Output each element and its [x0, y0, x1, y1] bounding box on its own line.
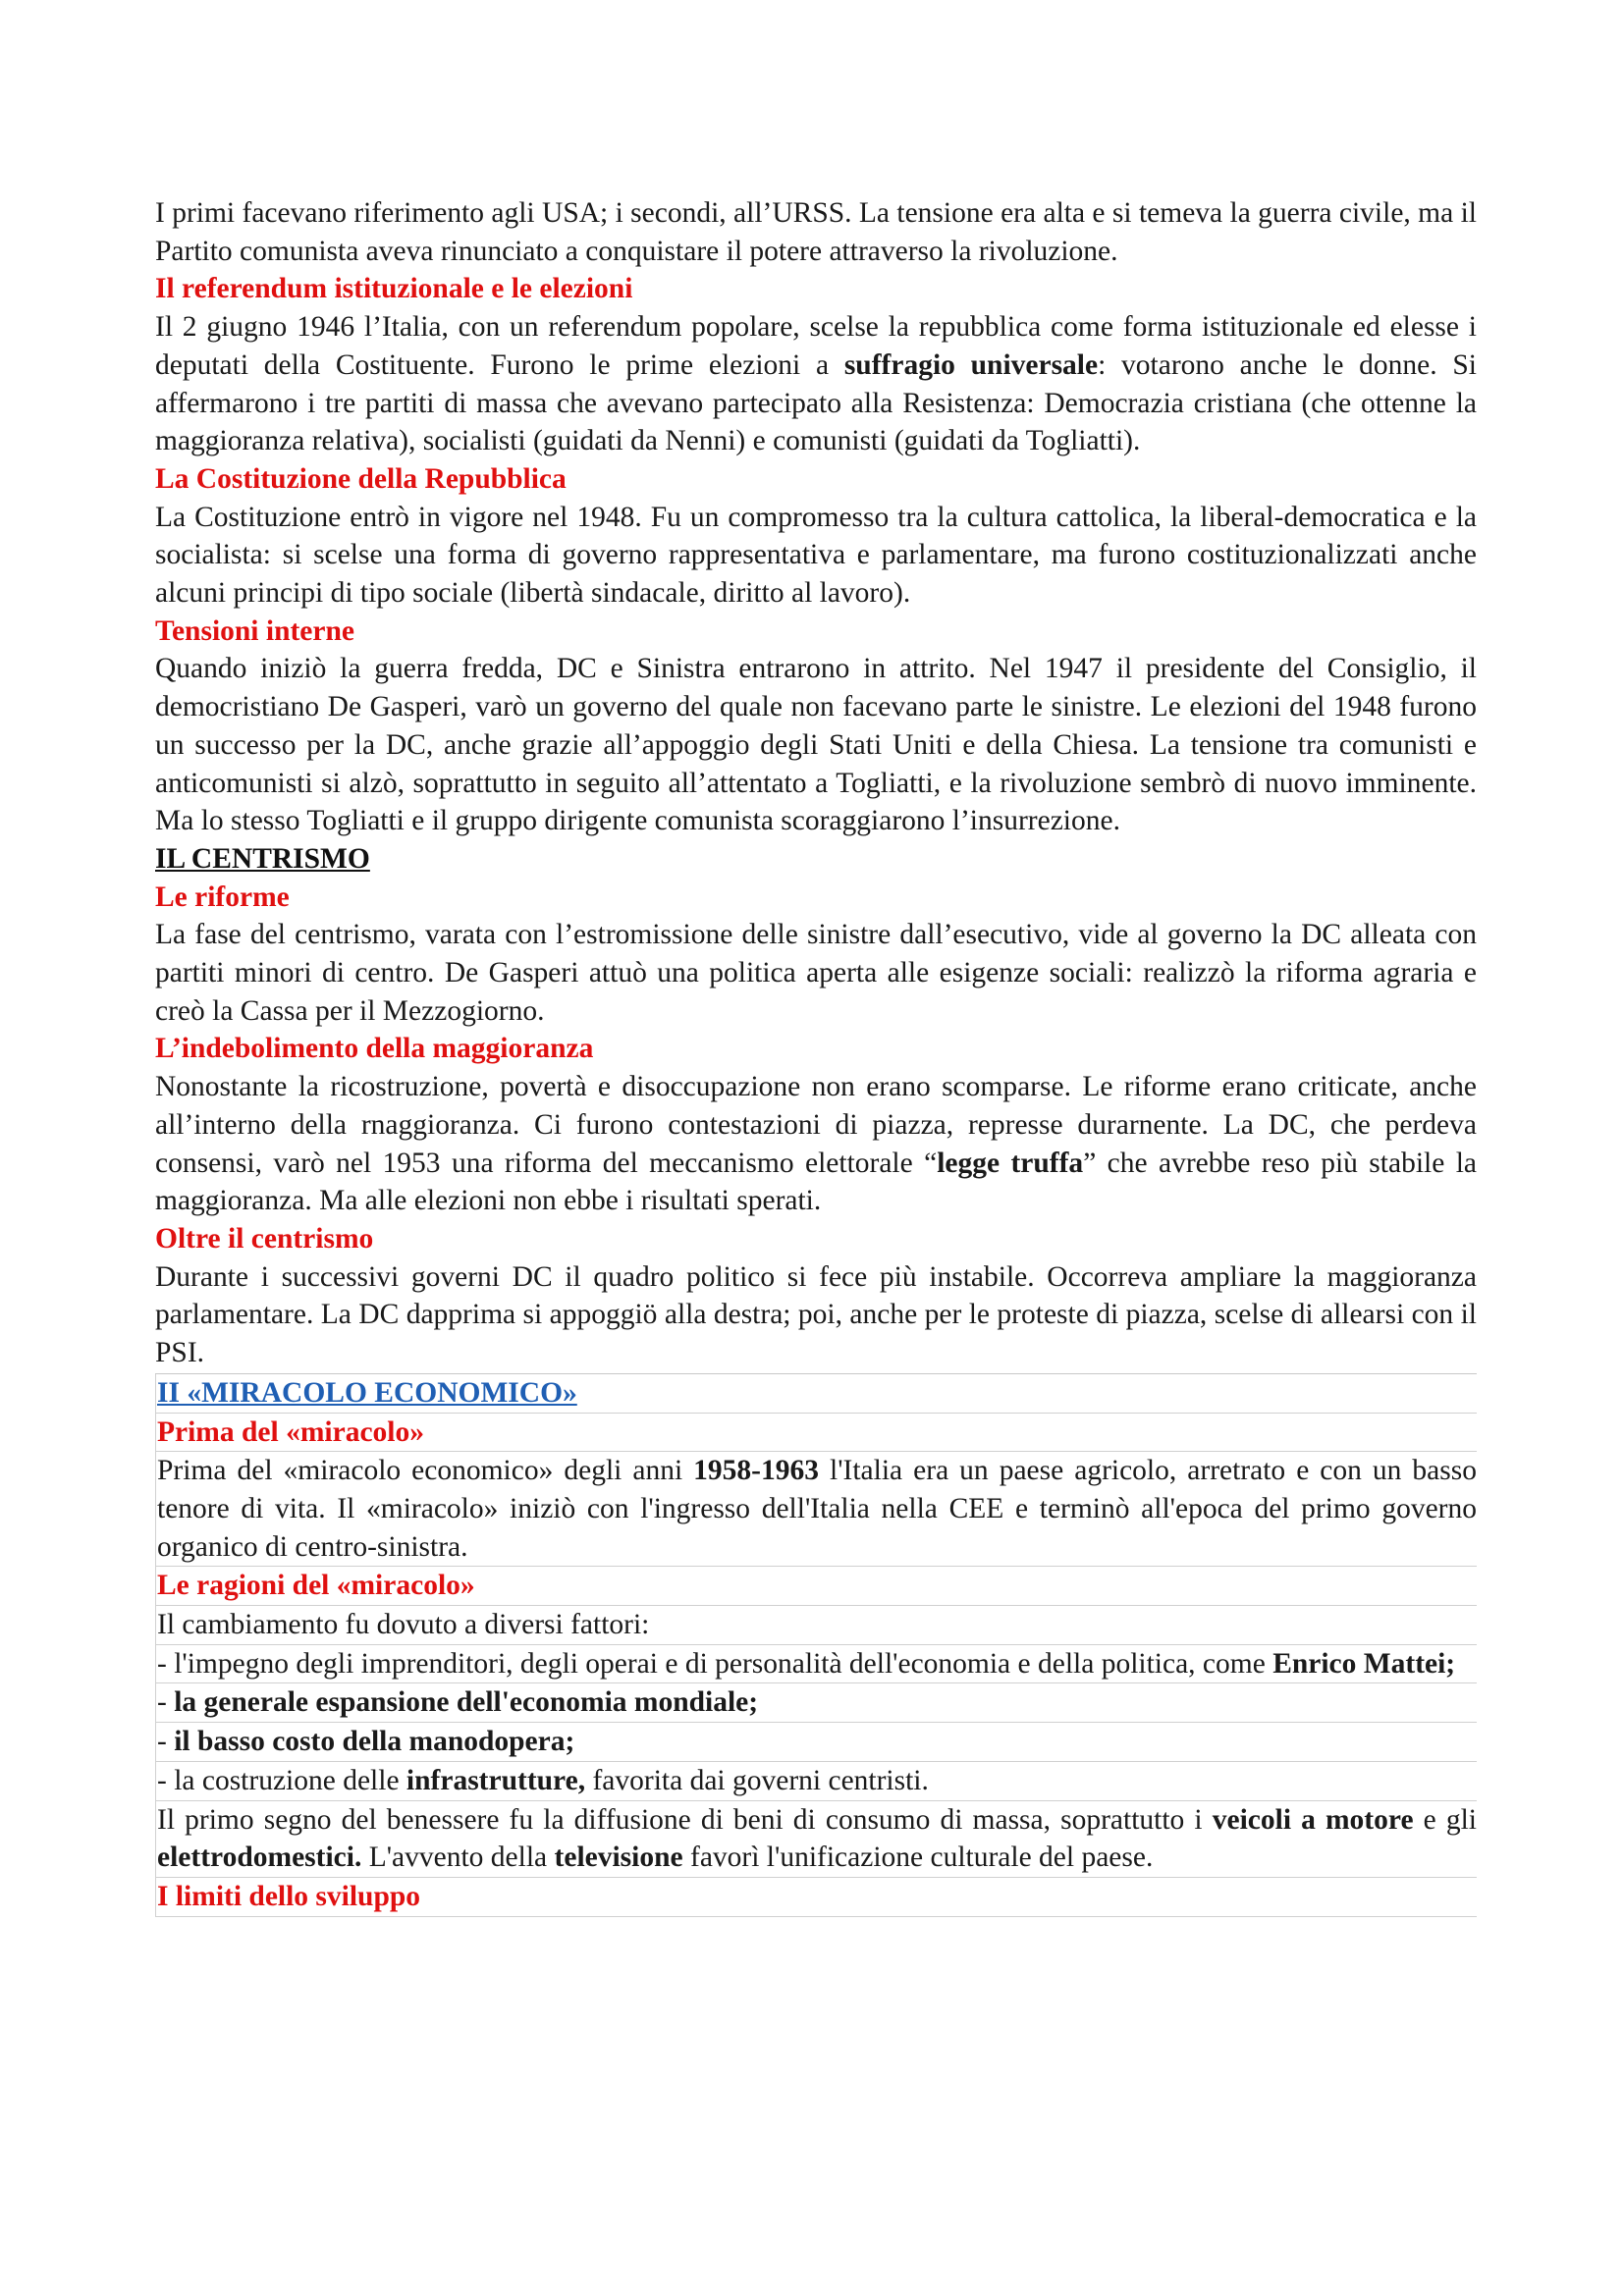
- miracolo-table: [155, 1373, 1477, 1917]
- paragraph-oltre-centrismo: Durante i successivi governi DC il quadro politico si fece più instabile. Occorreva ampliare la maggioranza parlamentare. La DC dapprima si appoggiö alla destra; poi, anche per le proteste di piazza, scelse di allearsi con il PSI.: [155, 1260, 1477, 1369]
- paragraph-referendum: Il 2 giugno 1946 l’Italia, con un referendum popolare, scelse la repubblica come forma istituzionale ed elesse i deputati della Costituente. Furono le prime elezioni a suffragio universale: votarono anche le donne. Si affermarono i tre partiti di massa che avevano partecipato alla Resistenza: Democrazia cristiana (che ottenne la maggioranza relativa), socialisti (guidati da Nenni) e comunisti (guidati da Togliatti).: [155, 311, 1477, 457]
- list-item: - l'impegno degli imprenditori, degli operai e di personalità dell'economia e della politica, come Enrico Mattei;: [155, 1645, 1477, 1684]
- heading-oltre-centrismo: Oltre il centrismo: [155, 1222, 374, 1255]
- heading-tensioni: Tensioni interne: [155, 614, 354, 647]
- paragraph-fattori: Il cambiamento fu dovuto a diversi fattori:: [155, 1606, 1477, 1645]
- list-item: - il basso costo della manodopera;: [155, 1723, 1477, 1762]
- heading-costituzione: La Costituzione della Repubblica: [155, 462, 567, 495]
- heading-riforme: Le riforme: [155, 881, 290, 913]
- heading-ragioni-miracolo: Le ragioni del «miracolo»: [155, 1567, 1477, 1606]
- list-item: - la generale espansione dell'economia mondiale;: [155, 1683, 1477, 1723]
- paragraph-indebolimento: Nonostante la ricostruzione, povertà e disoccupazione non erano scomparse. Le riforme erano criticate, anche all’interno della rnaggioranza. Ci furono contestazioni di piazza, represse durarnente. La DC, che perdeva consensi, varò nel 1953 una riforma del meccanismo elettorale “legge truffa” che avrebbe reso più stabile la maggioranza. Ma alle elezioni non ebbe i risultati sperati.: [155, 1071, 1477, 1217]
- paragraph-riforme: La fase del centrismo, varata con l’estromissione delle sinistre dall’esecutivo, vide al governo la DC alleata con partiti minori di centro. De Gasperi attuò una politica aperta alle esigenze sociali: realizzò la riforma agraria e creò la Cassa per il Mezzogiorno.: [155, 919, 1477, 1027]
- paragraph-benessere: Il primo segno del benessere fu la diffusione di beni di consumo di massa, soprattutto i veicoli a motore e gli elettrodomestici. L'avvento della televisione favorì l'unificazione culturale del paese.: [155, 1801, 1477, 1878]
- heading-miracolo-economico[interactable]: II «MIRACOLO ECONOMICO»: [155, 1374, 1477, 1414]
- heading-prima-miracolo: Prima del «miracolo»: [155, 1414, 1477, 1453]
- paragraph-tensioni: Quando iniziò la guerra fredda, DC e Sinistra entrarono in attrito. Nel 1947 il presidente del Consiglio, il democristiano De Gasperi, varò un governo del quale non facevano parte le sinistre. Le elezioni del 1948 furono un successo per la DC, anche grazie all’appoggio degli Stati Uniti e della Chiesa. La tensione tra comunisti e anticomunisti si alzò, soprattutto in seguito all’attentato a Togliatti, e la rivoluzione sembrò di nuovo imminente. Ma lo stesso Togliatti e il gruppo dirigente comunista scoraggiarono l’insurrezione.: [155, 653, 1477, 837]
- paragraph-usa-urss: I primi facevano riferimento agli USA; i secondi, all’URSS. La tensione era alta e si temeva la guerra civile, ma il Partito comunista aveva rinunciato a conquistare il potere attraverso la rivoluzione.: [155, 197, 1477, 267]
- heading-limiti-sviluppo: I limiti dello sviluppo: [155, 1878, 1477, 1917]
- heading-referendum: Il referendum istituzionale e le elezioni: [155, 273, 633, 305]
- heading-centrismo: IL CENTRISMO: [155, 842, 370, 875]
- heading-indebolimento: L’indebolimento della maggioranza: [155, 1033, 594, 1065]
- list-item: - la costruzione delle infrastrutture, favorita dai governi centristi.: [155, 1762, 1477, 1801]
- paragraph-costituzione: La Costituzione entrò in vigore nel 1948. Fu un compromesso tra la cultura cattolica, la liberal-democratica e la socialista: si scelse una forma di governo rappresentativa e parlamentare, ma furono costituzionalizzati anche alcuni principi di tipo sociale (libertà sindacale, diritto al lavoro).: [155, 501, 1477, 610]
- document-page: [155, 194, 1477, 1917]
- paragraph-prima-miracolo: Prima del «miracolo economico» degli anni 1958-1963 l'Italia era un paese agricolo, arretrato e con un basso tenore di vita. Il «miracolo» iniziò con l'ingresso dell'Italia nella CEE e terminò all'epoca del primo governo organico di centro-sinistra.: [155, 1452, 1477, 1567]
